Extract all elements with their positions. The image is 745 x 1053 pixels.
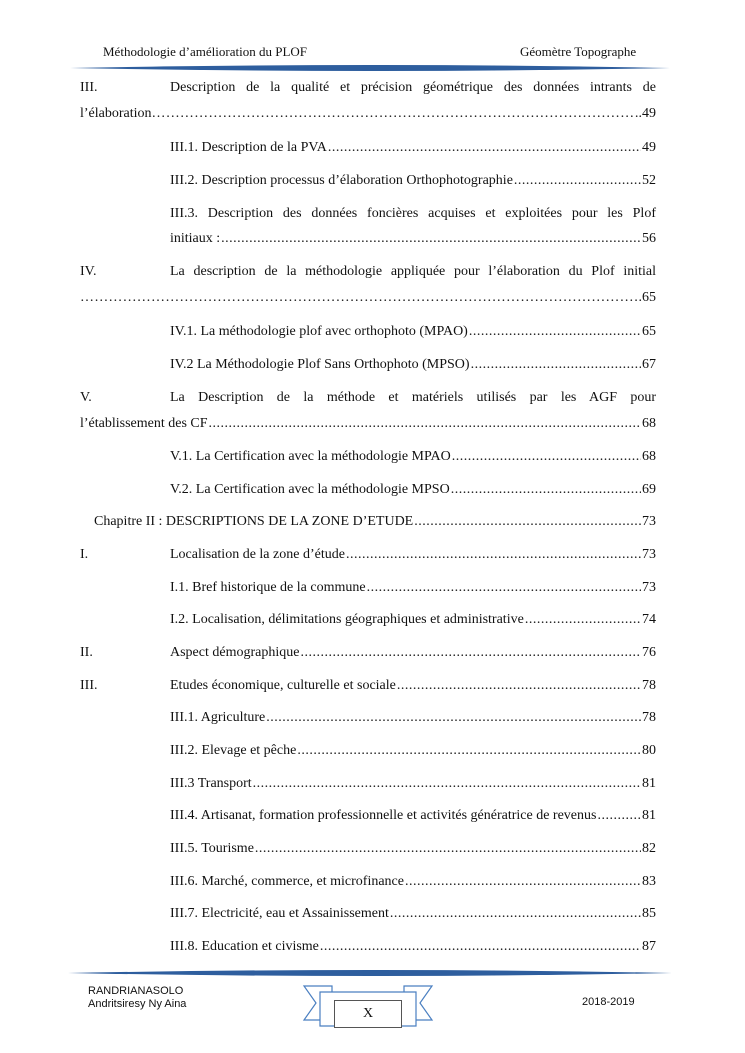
toc-entry[interactable] — [80, 939, 656, 961]
toc-title: IV.1. La méthodologie plof avec orthophoto (MPAO) — [170, 324, 468, 339]
toc-number: IV. — [80, 264, 97, 279]
toc-title-cont: l’élaboration — [80, 106, 152, 121]
toc-entry[interactable] — [80, 140, 656, 162]
toc-title: V.1. La Certification avec la méthodologie MPAO — [170, 449, 451, 464]
toc-page: 78 — [642, 678, 656, 693]
header-title: Méthodologie d’amélioration du PLOF — [103, 44, 308, 59]
header-rule — [70, 63, 670, 73]
toc-number: V. — [80, 390, 92, 405]
toc-entry[interactable] — [80, 580, 656, 602]
toc-title: III.3 Transport — [170, 776, 252, 791]
toc-number: III. — [80, 678, 98, 693]
toc-title-cont: initiaux : — [170, 231, 221, 246]
toc-entry[interactable] — [80, 743, 656, 765]
toc-title: Etudes économique, culturelle et sociale — [170, 678, 396, 693]
toc-entry-iii-b[interactable] — [80, 678, 656, 700]
toc-title: III.8. Education et civisme — [170, 939, 319, 954]
toc-entry[interactable] — [80, 710, 656, 732]
toc-entry-i[interactable] — [80, 547, 656, 569]
page-number: X — [334, 1000, 402, 1028]
toc-entry[interactable] — [80, 449, 656, 471]
toc-entry[interactable] — [80, 482, 656, 504]
toc-entry-cont[interactable] — [80, 231, 656, 253]
toc-page: 87 — [642, 939, 656, 954]
author-name — [88, 985, 186, 1011]
footer-rule — [68, 968, 672, 978]
toc-page: 49 — [642, 140, 656, 155]
toc-title: Localisation de la zone d’étude — [170, 547, 345, 562]
toc-title: III.5. Tourisme — [170, 841, 254, 856]
toc-entry-v-cont[interactable] — [80, 416, 656, 438]
academic-year: 2018-2019 — [582, 996, 635, 1008]
toc-title: Aspect démographique — [170, 645, 300, 660]
toc-page: 73 — [642, 514, 656, 529]
author-given-names: Andritsiresy Ny Aina — [88, 998, 187, 1010]
toc-title: La description de la méthodologie appliquée pour l’élaboration du Plof initial — [170, 264, 656, 279]
toc-entry[interactable] — [80, 874, 656, 896]
toc-number: I. — [80, 547, 89, 562]
toc-title: La Description de la méthode et matériels utilisés par les AGF pour — [170, 390, 656, 405]
toc-entry-iii-cont[interactable] — [80, 106, 656, 128]
toc-page: 81 — [642, 776, 656, 791]
toc-page: 85 — [642, 906, 656, 921]
toc-page: 68 — [642, 449, 656, 464]
toc-title: Chapitre II : DESCRIPTIONS DE LA ZONE D’ETUDE — [94, 514, 414, 529]
toc-entry-iv[interactable] — [80, 264, 656, 286]
author-surname: RANDRIANASOLO — [88, 985, 184, 997]
toc-page: 78 — [642, 710, 656, 725]
toc-page: .65 — [638, 290, 656, 305]
toc-title: III.2. Description processus d’élaboration Orthophotographie — [170, 173, 513, 188]
toc-page: 65 — [642, 324, 656, 339]
toc-page: 69 — [642, 482, 656, 497]
toc-entry[interactable] — [80, 206, 656, 228]
toc-entry-ii[interactable] — [80, 645, 656, 667]
toc-page: 76 — [642, 645, 656, 660]
toc-page: 67 — [642, 357, 656, 372]
toc-title: III.1. Agriculture — [170, 710, 266, 725]
toc-entry[interactable] — [80, 776, 656, 798]
toc-page: 68 — [642, 416, 656, 431]
toc-entry[interactable] — [80, 808, 656, 830]
toc-page: 81 — [642, 808, 656, 823]
toc-title: III.7. Electricité, eau et Assainissement — [170, 906, 389, 921]
toc-entry[interactable] — [80, 357, 656, 379]
toc-page: 56 — [642, 231, 656, 246]
toc-title: IV.2 La Méthodologie Plof Sans Orthophoto (MPSO) — [170, 357, 470, 372]
toc-title: III.6. Marché, commerce, et microfinance — [170, 874, 404, 889]
toc-entry-v[interactable] — [80, 390, 656, 412]
toc-page: 82 — [642, 841, 656, 856]
toc-page: 52 — [642, 173, 656, 188]
toc-title-cont: l’établissement des CF — [80, 416, 208, 431]
toc-title: III.3. Description des données foncières acquises et exploitées pour les Plof — [170, 206, 656, 221]
toc-page: .49 — [638, 106, 656, 121]
toc-title: III.1. Description de la PVA — [170, 140, 327, 155]
toc-entry[interactable] — [80, 612, 656, 634]
toc-page: 83 — [642, 874, 656, 889]
toc-entry[interactable] — [80, 324, 656, 346]
toc-entry[interactable] — [80, 173, 656, 195]
toc-title: III.2. Elevage et pêche — [170, 743, 297, 758]
toc-title: I.2. Localisation, délimitations géographiques et administrative — [170, 612, 524, 627]
toc-page: 73 — [642, 580, 656, 595]
toc-number: III. — [80, 80, 98, 95]
toc-title: III.4. Artisanat, formation professionnelle et activités génératrice de revenus — [170, 808, 597, 823]
toc-entry[interactable] — [80, 841, 656, 863]
toc-page: 73 — [642, 547, 656, 562]
toc-number: II. — [80, 645, 93, 660]
toc-title: I.1. Bref historique de la commune — [170, 580, 366, 595]
toc-entry-iii[interactable] — [80, 80, 656, 102]
toc-title: Description de la qualité et précision géométrique des données intrants de — [170, 80, 656, 95]
toc-chapter[interactable] — [80, 514, 656, 536]
toc-entry[interactable] — [80, 906, 656, 928]
toc-title: V.2. La Certification avec la méthodologie MPSO — [170, 482, 450, 497]
toc-page: 74 — [642, 612, 656, 627]
header-subtitle: Géomètre Topographe — [520, 44, 637, 59]
toc-page: 80 — [642, 743, 656, 758]
toc-entry-iv-cont[interactable] — [80, 290, 656, 312]
